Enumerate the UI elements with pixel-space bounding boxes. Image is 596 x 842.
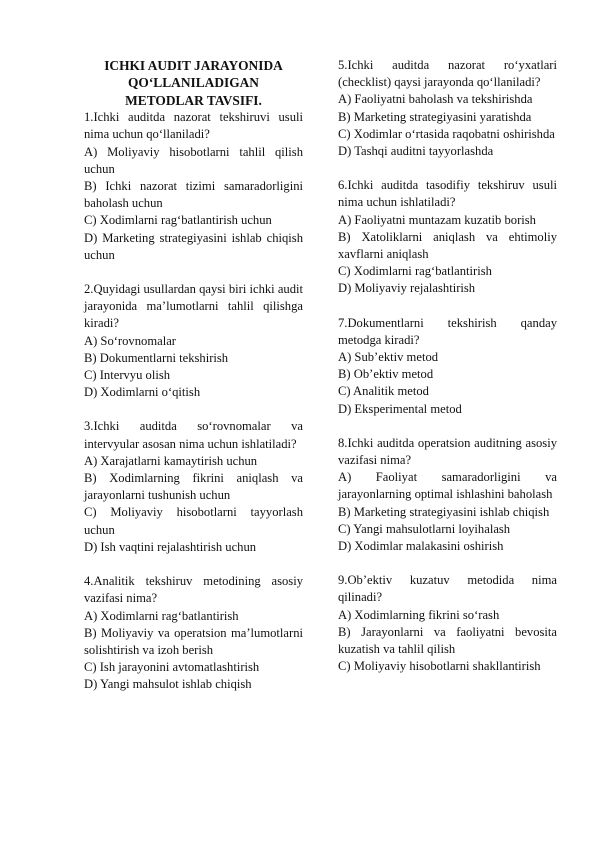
answer-option: B) Marketing strategiyasini ishlab chiqish — [338, 504, 550, 519]
left-column — [84, 57, 303, 711]
answer-option: A) Faoliyatni muntazam kuzatib borish — [338, 212, 536, 227]
question-text: 1.Ichki auditda nazorat tekshiruvi usuli nima uchun qo‘llaniladi? — [84, 110, 303, 142]
question-block — [338, 177, 557, 297]
answer-option: B) Ob’ektiv metod — [338, 367, 434, 382]
answer-option: A) Moliyaviy hisobotlarni tahlil qilish uchun — [84, 144, 303, 176]
answer-option: B) Xodimlarning fikrini aniqlash va jarayonlarni tushunish uchun — [84, 471, 303, 503]
question-text: 9.Ob’ektiv kuzatuv metodida nima qilinadi? — [338, 573, 557, 605]
question-text: 5.Ichki auditda nazorat ro‘yxatlari (checklist) qaysi jarayonda qo‘llaniladi? — [338, 58, 557, 90]
answer-option: A) Sub’ektiv metod — [338, 350, 439, 365]
question-block — [338, 435, 557, 555]
question-block — [84, 281, 303, 401]
answer-option: A) Xarajatlarni kamaytirish uchun — [84, 453, 258, 468]
answer-option: A) Xodimlarni rag‘batlantirish — [84, 608, 239, 623]
answer-option: C) Ish jarayonini avtomatlashtirish — [84, 660, 260, 675]
answer-option: B) Marketing strategiyasini yaratishda — [338, 109, 532, 124]
answer-option: B) Moliyaviy va operatsion ma’lumotlarni solishtirish va izoh berish — [84, 625, 303, 657]
answer-option: D) Yangi mahsulot ishlab chiqish — [84, 677, 252, 692]
question-block — [338, 572, 557, 675]
answer-option: B) Dokumentlarni tekshirish — [84, 350, 229, 365]
question-text: 8.Ichki auditda operatsion auditning asosiy vazifasi nima? — [338, 435, 557, 468]
answer-option: A) So‘rovnomalar — [84, 333, 176, 348]
answer-option: C) Yangi mahsulotlarni loyihalash — [338, 521, 511, 536]
answer-option: C) Xodimlarni rag‘batlantirish — [338, 264, 492, 279]
question-block — [338, 315, 557, 418]
answer-option: C) Moliyaviy hisobotlarni shakllantirish — [338, 659, 541, 674]
answer-option: D) Xodimlarni o‘qitish — [84, 385, 201, 400]
answer-option: B) Xatoliklarni aniqlash va ehtimoliy xavflarni aniqlash — [338, 229, 557, 262]
answer-option: A) Faoliyat samaradorligini va jarayonlarning optimal ishlashini baholash — [338, 470, 557, 502]
question-block — [84, 573, 303, 693]
right-question-list — [338, 57, 557, 676]
answer-option: A) Faoliyatni baholash va tekshirishda — [338, 92, 533, 107]
question-text: 4.Analitik tekshiruv metodining asosiy vazifasi nima? — [84, 574, 303, 606]
answer-option: C) Xodimlar o‘rtasida raqobatni oshirishda — [338, 126, 555, 141]
answer-option: C) Moliyaviy hisobotlarni tayyorlash uchun — [84, 505, 303, 537]
question-text: 3.Ichki auditda so‘rovnomalar va intervyular asosan nima uchun ishlatiladi? — [84, 419, 303, 451]
answer-option: C) Analitik metod — [338, 384, 429, 399]
question-block — [84, 418, 303, 556]
question-block — [338, 57, 557, 160]
answer-option: B) Jarayonlarni va faoliyatni bevosita kuzatish va tahlil qilish — [338, 624, 557, 657]
answer-option: B) Ichki nazorat tizimi samaradorligini baholash uchun — [84, 179, 303, 211]
answer-option: D) Eksperimental metod — [338, 401, 462, 416]
answer-option: D) Marketing strategiyasini ishlab chiqish uchun — [84, 230, 303, 262]
answer-option: D) Xodimlar malakasini oshirish — [338, 539, 504, 554]
question-text: 2.Quyidagi usullardan qaysi biri ichki audit jarayonida ma’lumotlarni tahlil qilishga kiradi? — [84, 282, 303, 331]
answer-option: D) Moliyaviy rejalashtirish — [338, 281, 476, 296]
document-title: ICHKI AUDIT JARAYONIDA QO‘LLANILADIGAN METODLAR TAVSIFI. — [104, 58, 283, 108]
answer-option: D) Ish vaqtini rejalashtirish uchun — [84, 539, 257, 554]
answer-option: D) Tashqi auditni tayyorlashda — [338, 144, 494, 159]
question-block — [84, 109, 303, 264]
right-column — [338, 57, 557, 693]
question-text: 6.Ichki auditda tasodifiy tekshiruv usuli nima uchun ishlatiladi? — [338, 178, 557, 210]
left-question-list — [84, 109, 303, 693]
answer-option: C) Intervyu olish — [84, 368, 171, 383]
answer-option: A) Xodimlarning fikrini so‘rash — [338, 607, 500, 622]
answer-option: C) Xodimlarni rag‘batlantirish uchun — [84, 213, 272, 228]
question-text: 7.Dokumentlarni tekshirish qanday metodga kiradi? — [338, 315, 557, 347]
